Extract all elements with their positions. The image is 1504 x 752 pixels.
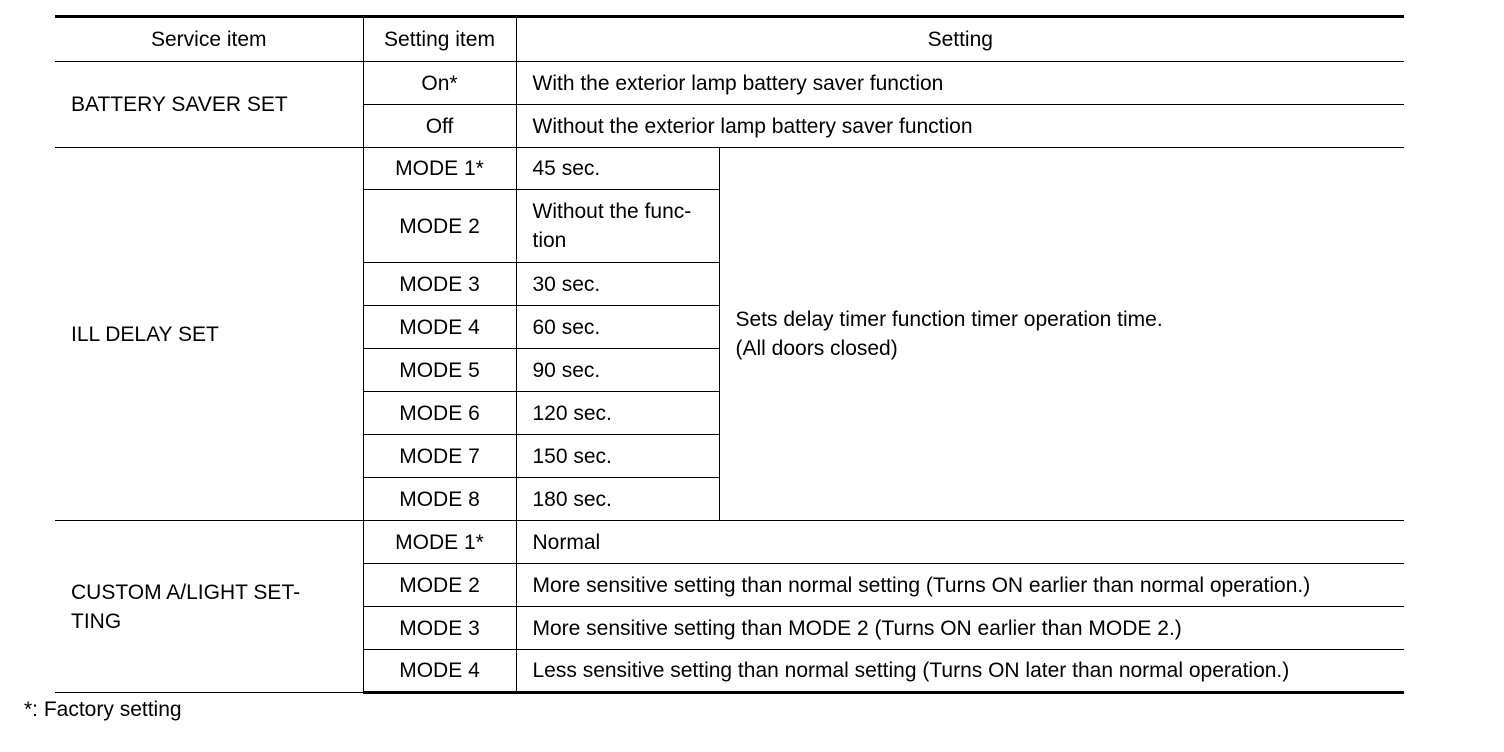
table-row: [55, 521, 1404, 564]
setting-item: MODE 8: [363, 478, 516, 521]
setting-item: Off: [363, 105, 516, 148]
setting-item: MODE 5: [363, 349, 516, 392]
setting-value: More sensitive setting than MODE 2 (Turns ON earlier than MODE 2.): [516, 607, 1404, 650]
footnote: *: Factory setting: [24, 698, 182, 721]
setting-value: 90 sec.: [516, 349, 719, 392]
setting-value: 60 sec.: [516, 306, 719, 349]
setting-item: MODE 3: [363, 607, 516, 650]
settings-table: [55, 15, 1404, 694]
setting-value: 120 sec.: [516, 392, 719, 435]
setting-value: More sensitive setting than normal setting (Turns ON earlier than normal operation.): [516, 564, 1404, 607]
setting-item: MODE 2: [363, 190, 516, 263]
setting-item: MODE 3: [363, 263, 516, 306]
setting-item: MODE 1*: [363, 148, 516, 190]
service-custom-alight: CUSTOM A/LIGHT SET- TING: [55, 521, 363, 693]
setting-value: 45 sec.: [516, 148, 719, 190]
setting-value: Without the func- tion: [516, 190, 719, 263]
header-service-item: Service item: [55, 17, 363, 62]
setting-item: MODE 6: [363, 392, 516, 435]
setting-value: Less sensitive setting than normal setting (Turns ON later than normal operation.): [516, 650, 1404, 693]
setting-item: MODE 2: [363, 564, 516, 607]
setting-value: 180 sec.: [516, 478, 719, 521]
setting-value: With the exterior lamp battery saver function: [516, 62, 1404, 105]
table-row: [55, 62, 1404, 105]
setting-item: MODE 1*: [363, 521, 516, 564]
service-battery-saver: BATTERY SAVER SET: [55, 62, 363, 148]
header-setting-item: Setting item: [363, 17, 516, 62]
ill-delay-description: Sets delay timer function timer operation time. (All doors closed): [719, 148, 1404, 521]
setting-value: Without the exterior lamp battery saver function: [516, 105, 1404, 148]
setting-value: Normal: [516, 521, 1404, 564]
setting-item: MODE 4: [363, 650, 516, 693]
service-ill-delay: ILL DELAY SET: [55, 148, 363, 521]
header-setting: Setting: [516, 17, 1404, 62]
setting-value: 150 sec.: [516, 435, 719, 478]
setting-item: MODE 4: [363, 306, 516, 349]
setting-item: MODE 7: [363, 435, 516, 478]
table-row: [55, 148, 1404, 190]
header-row: [55, 17, 1404, 62]
setting-value: 30 sec.: [516, 263, 719, 306]
setting-item: On*: [363, 62, 516, 105]
